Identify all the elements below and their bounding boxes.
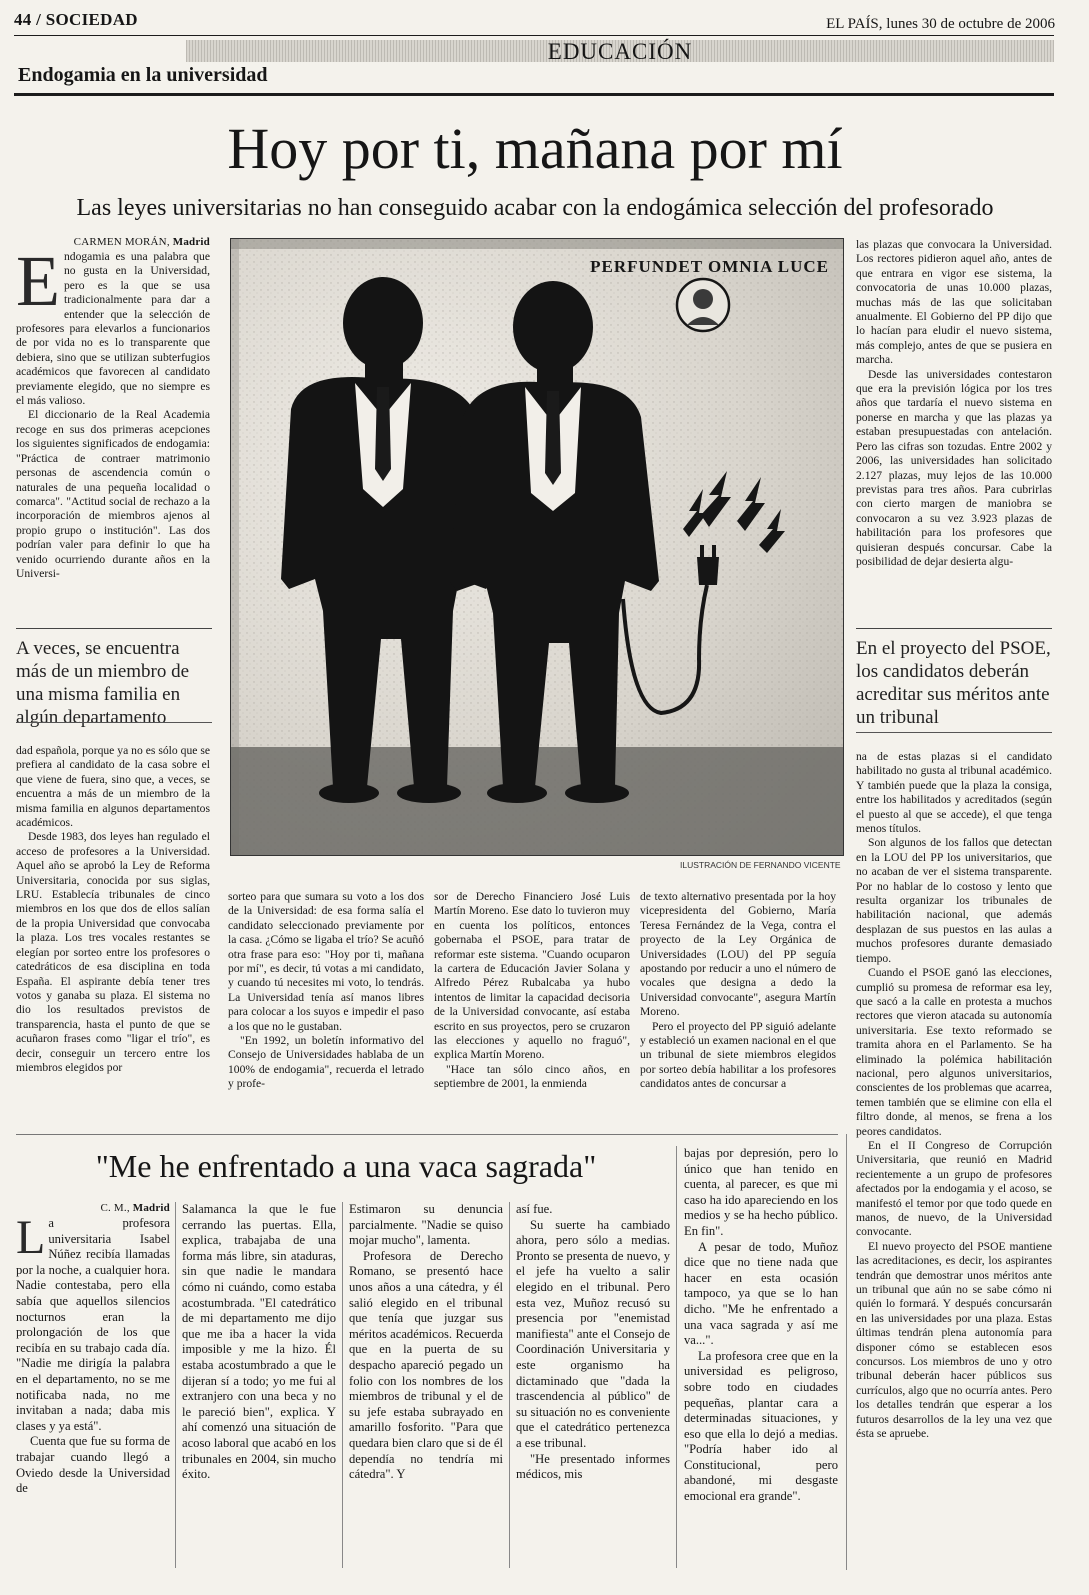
article-column-5-top xyxy=(856,238,1052,608)
illustration xyxy=(230,238,844,856)
sidebar-right-rule xyxy=(846,1134,847,1570)
sidebar-column-2 xyxy=(182,1202,336,1568)
paragraph: bajas por depresión, pero lo único que han tenido en cuenta, al parecer, es que mi caso ha ido apareciendo en los medios y se ha hecho público. En fin". xyxy=(684,1146,838,1238)
paragraph: Desde las universidades contestaron que era la previsión lógica por los tres años que tardaría el nuevo sistema en ponerse en marcha y que las plazas ya estaban presupuestadas con antelación. Pero las cifras son tozudas. Entre 2002 y 2006, las universidades han solicitado 2.127 plazas, muy lejos de las 10.000 previstas para tres años. Para cubrirlas con cierto margen de maniobra se convocaron a su vez 3.923 plazas de habilitación para los profesores que quisieran después concursar. Cabe la posibilidad de dejar desierta algu- xyxy=(856,367,1052,568)
paper-date: EL PAÍS, lunes 30 de octubre de 2006 xyxy=(826,16,1055,32)
sidebar-column-1 xyxy=(16,1202,170,1572)
sidebar-column-5 xyxy=(684,1146,838,1568)
sidebar-col-divider xyxy=(342,1202,343,1568)
paragraph: Salamanca la que le fue cerrando las puertas. Ella, explica, trabajaba de una forma más libre, sin ataduras, sin que nadie le mandara cómo ni cuándo, como estaba acostumbrada. "El catedrático de mi departamento me dijo que me iba a hacer la vida imposible y me la hizo. Él estaba acostumbrado a que le dijeran sí a todo; yo me fui al extranjero con una beca y no le pareció bien", explica. Y ahí comenzó una situación de acoso laboral que acabó en los tribunales en 2004, sin mucho éxito. xyxy=(182,1202,336,1482)
illustration-art xyxy=(231,239,843,855)
article-dropcap: E xyxy=(16,250,60,321)
paragraph: de texto alternativo presentada por la hoy vicepresidenta del Gobierno, María Teresa Fernández de la Vega, contra el proyecto de la Ley Orgánica de Universidades (LOU) del PP seguía apostando por reducir a uno el número de vocales que designa a dedo la Universidad convocante", asegura Martín Moreno. xyxy=(640,890,836,1019)
paragraph: A pesar de todo, Muñoz dice que no tiene nada que hacer en esta ocasión tampoco, ya que se lo han dicho. "Me he enfrentado a una vaca sagrada y así me va...". xyxy=(684,1239,838,1348)
paragraph: a profesora universitaria Isabel Núñez recibía llamadas por la noche, a cualquier hora. Nadie contestaba, pero ella sabía que aquellos silencios nocturnos eran la prolongación de los que recibía en su trabajo cada día. "Nadie me dirigía la palabra en el departamento, no se me notificaba nada, no me invitaban a nada; daba mis clases y ya está". xyxy=(16,1216,170,1433)
sidebar-col-divider xyxy=(676,1146,677,1568)
illustration-motto: PERFUNDET OMNIA LUCE xyxy=(590,257,829,276)
header-rule-thin xyxy=(14,35,1054,36)
paragraph: "Hace tan sólo cinco años, en septiembre de 2001, la enmienda xyxy=(434,1062,630,1091)
sidebar-dropcap: L xyxy=(16,1216,46,1264)
sidebar-headline: "Me he enfrentado a una vaca sagrada" xyxy=(95,1148,597,1184)
sidebar-top-rule xyxy=(16,1134,838,1135)
article-column-1-bottom xyxy=(16,744,210,1124)
paragraph: La profesora cree que en la universidad es peligroso, sobre todo en ciudades pequeñas, plantar cara a determinadas situaciones, y eso que ella lo dejó a medias. "Podría haber ido al Constitucional, pero abandoné, mi desgaste emocional era grande". xyxy=(684,1348,838,1504)
illustration-credit: ILUSTRACIÓN DE FERNANDO VICENTE xyxy=(680,860,841,870)
paragraph: sor de Derecho Financiero José Luis Martín Moreno. Ese dato lo tuvieron muy en cuenta los políticos, entonces gobernaba el PSOE, para tratar de reformar este sistema. "Cuando ocuparon la cartera de Educación Javier Solana y Alfredo Pérez Rubalcaba ya hubo intentos de limitar la capacidad decisoria de la Universidad convocante, así estaba escrito en sus proyectos, pero se cruzaron las elecciones y aquello no fraguó", explica Martín Moreno. xyxy=(434,890,630,1062)
paragraph: dad española, porque ya no es sólo que se prefiera al candidato de la casa sobre el que viene de fuera, sino que, a veces, se encuentra a más de un miembro de la misma familia en algunos departamentos académicos. xyxy=(16,744,210,830)
paragraph: Cuando el PSOE ganó las elecciones, cumplió su promesa de reformar esa ley, que sacó a la calle en protesta a muchos rectores que vieron atacada su autonomía universitaria. Ese texto reformado se tramita ahora en el Parlamento. Se ha eliminado la polémica habilitación nacional, pero algunos universitarios, conscientes de los problemas que acarrea, temen también que se elimine con ella el filtro donde, al menos, se frena a los peores candidatos. xyxy=(856,966,1052,1138)
sidebar-column-3 xyxy=(349,1202,503,1568)
topic-label: Endogamia en la universidad xyxy=(18,64,268,86)
paragraph: El diccionario de la Real Academia recoge en sus dos primeras acepciones los siguientes significados de endogamia: "Práctica de contraer matrimonio personas de ascendencia común o naturales de una pequeña localidad o comarca". "Actitud social de rechazo a la incorporación de miembros ajenos al propio grupo o institución". Las dos podrían valer para definir lo que ha venido ocurriendo durante años en la Universi- xyxy=(16,408,210,580)
sidebar-byline: C. M., Madrid xyxy=(100,1202,170,1214)
paragraph: En el II Congreso de Corrupción Universitaria, que reunió en Madrid recientemente a un grupo de profesores afectados por la endogamia y el acoso, se manifestó el temor por que todo quede en manos, de nuevo, de la Universidad convocante. xyxy=(856,1138,1052,1239)
paragraph: El nuevo proyecto del PSOE mantiene las acreditaciones, es decir, los aspirantes tendrán que demostrar unos méritos ante un tribunal que aún no se sabe cómo ni quién lo formará. Y después concursarán en las universidades por una plaza. Estas últimas tendrán plena autonomía para disponer cómo se establecen esos concursos. Los miembros de uno y otro tribunal deberán hacer públicos sus currículos, algo que no ocurría antes. Pero los detalles tendrán que esperar a los futuros desarrollos de la ley una vez que ésta se apruebe. xyxy=(856,1239,1052,1441)
article-column-3 xyxy=(434,890,630,1124)
paragraph: ndogamia es una palabra que no gusta en la Universidad, pero es la que se usa tradicionalmente para dar a entender que la selección de profesores para elevarlos a funcionarios de por vida no es lo transparente que debiera, sino que se utilizan subterfugios académicos que favorecen al candidato previamente elegido, que no siempre es el más valioso. xyxy=(16,250,210,408)
paragraph: na de estas plazas si el candidato habilitado no gusta al tribunal académico. Y también puede que la plaza la consiga, entre los habilitados y acreditados (según el puesto al que se accede), el que tenga menos títulos. xyxy=(856,750,1052,836)
header-rule-thick xyxy=(14,93,1054,96)
paragraph: Cuenta que fue su forma de trabajar cuando llegó a Oviedo desde la Universidad de xyxy=(16,1434,170,1496)
pull-quote-right-rule xyxy=(856,732,1052,733)
page-section-label: 44 / SOCIEDAD xyxy=(14,10,138,29)
article-column-2 xyxy=(228,890,424,1124)
paragraph: sorteo para que sumara su voto a los dos de la Universidad: de esa forma salía el candidato seleccionado previamente por la casa. ¿Cómo se ligaba el trío? Se acuñó otra frase para eso: "Hoy por ti, mañana por mí", es decir, tú votas a mi candidato, y cuando tú necesites mi voto, lo tendrás. La Universidad tenía así manos libres para colocar a los suyos e impedir el paso a los que no le gustaban. xyxy=(228,890,424,1033)
section-band xyxy=(186,40,1054,62)
paragraph: Profesora de Derecho Romano, se presentó hace unos años a una cátedra, y él salió elegido en el tribunal que tenía que juzgar sus méritos académicos. Recuerda que en la puerta de su despacho apareció pegado un folio con los nombres de los miembros de tribunal y el de su jefe estaba subrayado en amarillo fosforito. "Para que quedara bien claro que si de él dependía no tendría mi cátedra". Y xyxy=(349,1248,503,1482)
subheadline: Las leyes universitarias no han conseguido acabar con la endogámica selección del profesorado xyxy=(76,195,994,221)
paragraph: Su suerte ha cambiado ahora, pero sólo a medias. Pronto se presenta de nuevo, y el jefe ha vuelto a salir elegido en el tribunal. Pero esta vez, Muñoz recusó su presencia por "enemistad manifiesta" ante el Consejo de Coordinación Universitaria y este organismo ha dictaminado que "dada la trascendencia al público" de su situación no es conveniente que el catedrático pertenezca a ese tribunal. xyxy=(516,1217,670,1450)
paragraph: así fue. xyxy=(516,1202,553,1216)
article-column-1-top xyxy=(16,236,210,608)
pull-quote-left-rule xyxy=(16,722,212,723)
article-column-4 xyxy=(640,890,836,1124)
article-byline: CARMEN MORÁN, Madrid xyxy=(73,236,210,248)
paragraph: "He presentado informes médicos, mis xyxy=(516,1451,670,1482)
pull-quote-right: En el proyecto del PSOE, los candidatos deberán acreditar sus méritos ante un tribunal xyxy=(856,628,1052,721)
section-band-label: EDUCACIÓN xyxy=(547,39,693,64)
main-headline: Hoy por ti, mañana por mí xyxy=(227,116,843,181)
sidebar-column-4 xyxy=(516,1202,670,1568)
article-column-5-bottom xyxy=(856,750,1052,1576)
paragraph: "En 1992, un boletín informativo del Consejo de Universidades hablaba de un 100% de endogamia", recuerda el letrado y profe- xyxy=(228,1034,424,1091)
paragraph: Estimaron su denuncia parcialmente. "Nadie se quiso mojar mucho", lamenta. xyxy=(349,1202,503,1248)
paragraph: las plazas que convocara la Universidad. Los rectores pidieron aquel año, antes de que entrara en vigor ese sistema, la convocatoria de unas 10.000 plazas, muchas más de las que solicitaban anualmente. El Gobierno del PP dijo que lo hacían para eludir el nuevo sistema, más complejo, antes de que se pusiera en marcha. xyxy=(856,238,1052,367)
sidebar-col-divider xyxy=(509,1202,510,1568)
sidebar-col-divider xyxy=(175,1202,176,1568)
paragraph: Desde 1983, dos leyes han regulado el acceso de profesores a la Universidad. Aquel año se aprobó la Ley de Reforma Universitaria, conocida por sus siglas, LRU. Establecía tribunales de cinco miembros en los que dos de ellos salían de la propia Universidad que convocaba la plaza. Los tres vocales restantes se elegían por sorteo entre los profesores o catedráticos de esa disciplina en toda España. El aspirante debía tener tres votos y ganaba su plaza. El sistema no dio los resultados previstos de transparencia, hasta el punto de que se acuñaron frases como "ligar el trío", es decir, conseguir un tercero entre los miembros elegidos por xyxy=(16,830,210,1074)
paragraph: Son algunos de los fallos que detectan en la LOU del PP los universitarios, que no acaban de ver el sistema transparente. Por no hablar de lo costoso y lento que resulta organizar los tribunales de habilitación nacional, que además desplazan de sus puestos en las aulas a muchos profesores durante demasiado tiempo. xyxy=(856,836,1052,965)
paragraph: Pero el proyecto del PP siguió adelante y estableció un examen nacional en el que un tribunal de siete miembros elegidos por sorteo debía habilitar a los profesores candidatos antes de concursar a xyxy=(640,1019,836,1091)
pull-quote-left: A veces, se encuentra más de un miembro de una misma familia en algún departamento xyxy=(16,628,212,721)
